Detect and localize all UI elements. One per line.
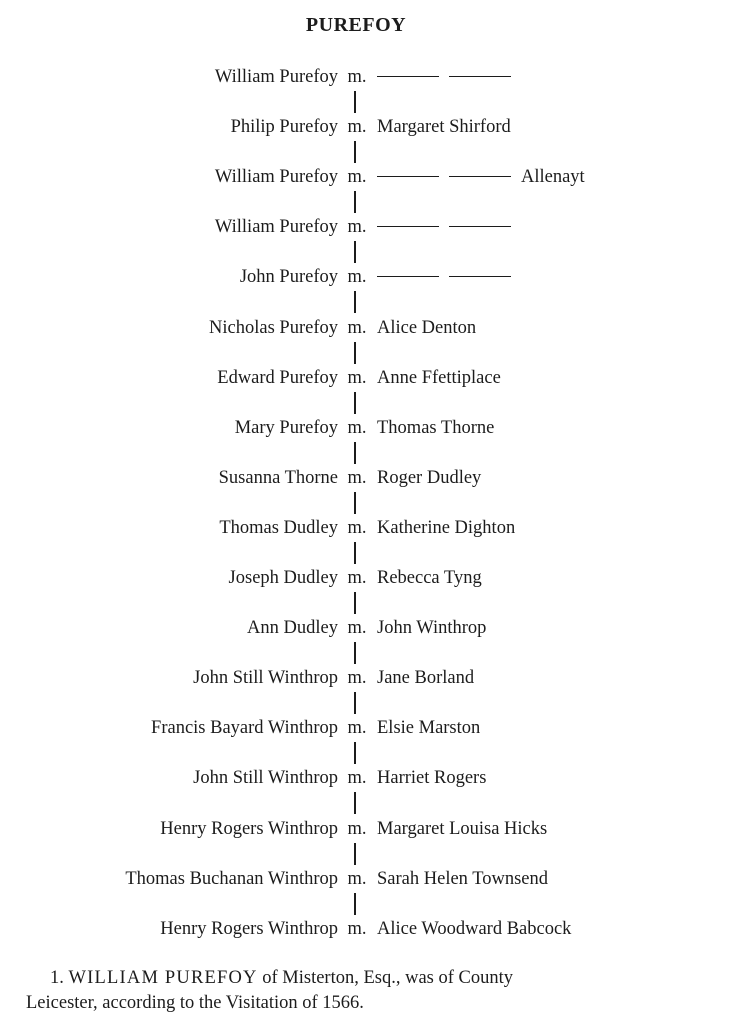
spouse-left: Edward Purefoy [217, 368, 338, 388]
unknown-name-line [449, 176, 511, 177]
spouse-left: John Still Winthrop [193, 768, 338, 788]
married-marker: m. [347, 318, 367, 338]
spouse-right: Rebecca Tyng [377, 568, 482, 588]
descent-line [354, 191, 356, 213]
married-marker: m. [347, 668, 367, 688]
spouse-right: Katherine Dighton [377, 518, 516, 538]
spouse-right: Alice Woodward Babcock [377, 919, 572, 939]
unknown-name-line [377, 76, 439, 77]
footnote-line-1 [26, 966, 706, 991]
spouse-right [377, 64, 521, 90]
descent-line [354, 492, 356, 514]
descent-line [354, 692, 356, 714]
spouse-right: Elsie Marston [377, 718, 481, 738]
spouse-left: Ann Dudley [247, 618, 338, 638]
spouse-right: John Winthrop [377, 618, 487, 638]
descent-line [354, 742, 356, 764]
descent-line [354, 241, 356, 263]
generation-row [0, 515, 755, 541]
descent-line [354, 342, 356, 364]
unknown-name-line [449, 226, 511, 227]
descent-line [354, 592, 356, 614]
spouse-name-fragment: Allenayt [521, 167, 585, 187]
unknown-name-line [449, 76, 511, 77]
spouse-left: William Purefoy [214, 217, 338, 237]
generation-row [0, 765, 755, 791]
spouse-right: Sarah Helen Townsend [377, 869, 548, 889]
spouse-left: Susanna Thorne [218, 468, 338, 488]
footnote-text: of Misterton, Esq., was of County [262, 968, 514, 988]
descent-line [354, 442, 356, 464]
page-title: PUREFOY [305, 14, 407, 36]
spouse-left: Henry Rogers Winthrop [160, 819, 338, 839]
footnote-line-2: Leicester, according to the Visitation of 1566. [26, 993, 364, 1013]
spouse-left: Francis Bayard Winthrop [151, 718, 338, 738]
spouse-left: William Purefoy [214, 67, 338, 87]
married-marker: m. [347, 368, 367, 388]
married-marker: m. [347, 768, 367, 788]
married-marker: m. [347, 819, 367, 839]
descent-line [354, 91, 356, 113]
married-marker: m. [347, 217, 367, 237]
generation-row [0, 365, 755, 391]
married-marker: m. [347, 568, 367, 588]
unknown-name-line [377, 176, 439, 177]
spouse-left: Joseph Dudley [228, 568, 338, 588]
descent-line [354, 542, 356, 564]
generation-row [0, 214, 755, 240]
spouse-left: Philip Purefoy [230, 117, 338, 137]
spouse-right: Anne Ffettiplace [377, 368, 501, 388]
generation-row [0, 315, 755, 341]
generation-row [0, 615, 755, 641]
generation-row [0, 866, 755, 892]
spouse-right: Margaret Shirford [377, 117, 511, 137]
descent-line [354, 893, 356, 915]
spouse-right: Thomas Thorne [377, 418, 495, 438]
married-marker: m. [347, 518, 367, 538]
spouse-left: Mary Purefoy [234, 418, 338, 438]
married-marker: m. [347, 167, 367, 187]
unknown-name-line [377, 276, 439, 277]
generation-row [0, 64, 755, 90]
generation-row [0, 264, 755, 290]
generation-row [0, 816, 755, 842]
descent-line [354, 642, 356, 664]
spouse-right: Jane Borland [377, 668, 475, 688]
generation-row [0, 665, 755, 691]
spouse-left: Thomas Buchanan Winthrop [125, 869, 338, 889]
descent-line [354, 141, 356, 163]
spouse-left: Thomas Dudley [219, 518, 338, 538]
footnote-number: 1. [50, 968, 64, 988]
spouse-right: Roger Dudley [377, 468, 482, 488]
spouse-right: Harriet Rogers [377, 768, 487, 788]
generation-row [0, 465, 755, 491]
spouse-right: Alice Denton [377, 318, 477, 338]
married-marker: m. [347, 618, 367, 638]
spouse-right [377, 264, 521, 290]
generation-row [0, 916, 755, 942]
spouse-left: Nicholas Purefoy [209, 318, 338, 338]
generation-row [0, 715, 755, 741]
married-marker: m. [347, 67, 367, 87]
descent-line [354, 392, 356, 414]
married-marker: m. [347, 468, 367, 488]
married-marker: m. [347, 869, 367, 889]
spouse-right: Margaret Louisa Hicks [377, 819, 548, 839]
unknown-name-line [449, 276, 511, 277]
footnote-name: WILLIAM PUREFOY [68, 968, 258, 988]
married-marker: m. [347, 267, 367, 287]
married-marker: m. [347, 117, 367, 137]
spouse-right [377, 214, 521, 240]
married-marker: m. [347, 919, 367, 939]
spouse-left: Henry Rogers Winthrop [160, 919, 338, 939]
spouse-left: William Purefoy [214, 167, 338, 187]
unknown-name-line [377, 226, 439, 227]
footnote [26, 966, 706, 1016]
generation-row [0, 565, 755, 591]
generation-row [0, 114, 755, 140]
generation-row [0, 164, 755, 190]
spouse-left: John Purefoy [239, 267, 338, 287]
married-marker: m. [347, 718, 367, 738]
generation-row [0, 415, 755, 441]
descent-line [354, 291, 356, 313]
descent-line [354, 792, 356, 814]
spouse-right [377, 164, 585, 190]
married-marker: m. [347, 418, 367, 438]
spouse-left: John Still Winthrop [193, 668, 338, 688]
descent-line [354, 843, 356, 865]
